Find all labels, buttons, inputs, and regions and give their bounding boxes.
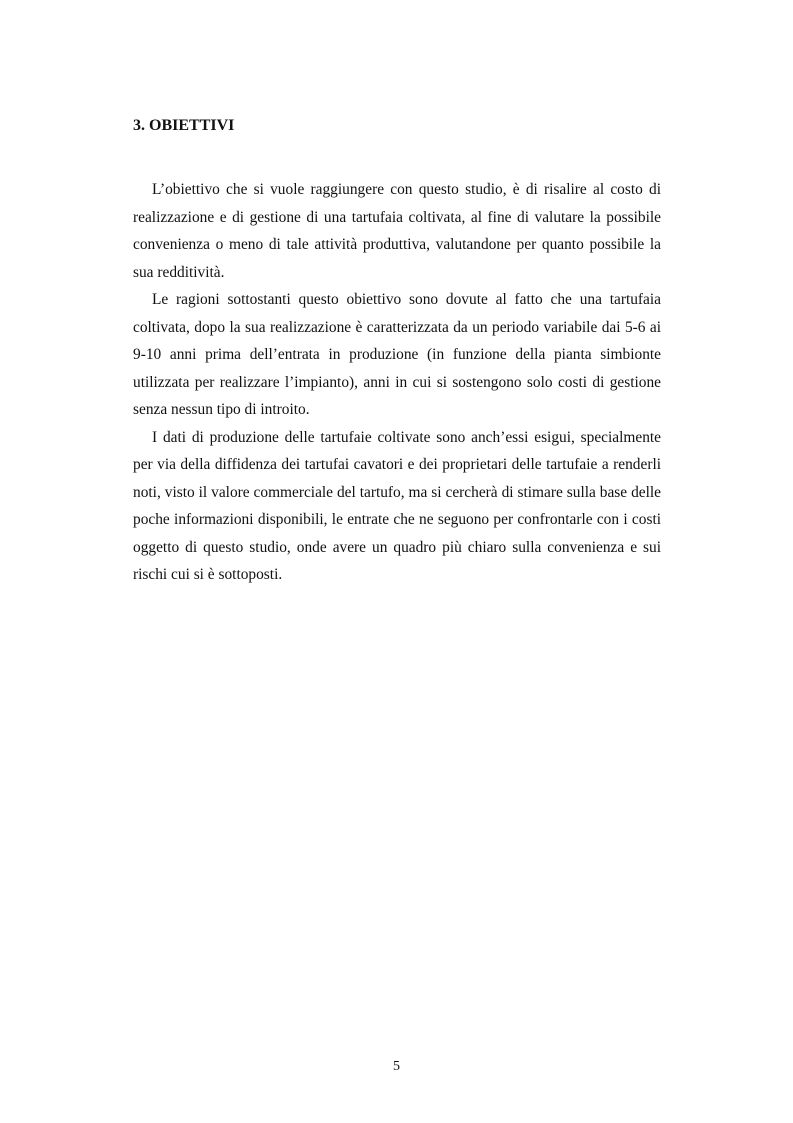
paragraph: Le ragioni sottostanti questo obiettivo sono dovute al fatto che una tartufaia coltivata, dopo la sua realizzazione è caratterizzata da un periodo variabile dai 5-6 ai 9-10 anni prima dell’entrata in produzione (in funzione della pianta simbionte utilizzata per realizzare l’impianto), anni in cui si sostengono solo costi di gestione senza nessun tipo di introito. [133,291,661,418]
section-heading: 3. OBIETTIVI [133,117,235,134]
body-text [133,176,661,589]
paragraph: L’obiettivo che si vuole raggiungere con questo studio, è di risalire al costo di realizzazione e di gestione di una tartufaia coltivata, al fine di valutare la possibile convenienza o meno di tale attività produttiva, valutandone per quanto possibile la sua redditività. [133,181,661,281]
page-number: 5 [393,1059,400,1074]
paragraph: I dati di produzione delle tartufaie coltivate sono anch’essi esigui, specialmente per via della diffidenza dei tartufai cavatori e dei proprietari delle tartufaie a renderli noti, visto il valore commerciale del tartufo, ma si cercherà di stimare sulla base delle poche informazioni disponibili, le entrate che ne seguono per confrontarle con i costi oggetto di questo studio, onde avere un quadro più chiaro sulla convenienza e sui rischi cui si è sottoposti. [133,428,661,583]
